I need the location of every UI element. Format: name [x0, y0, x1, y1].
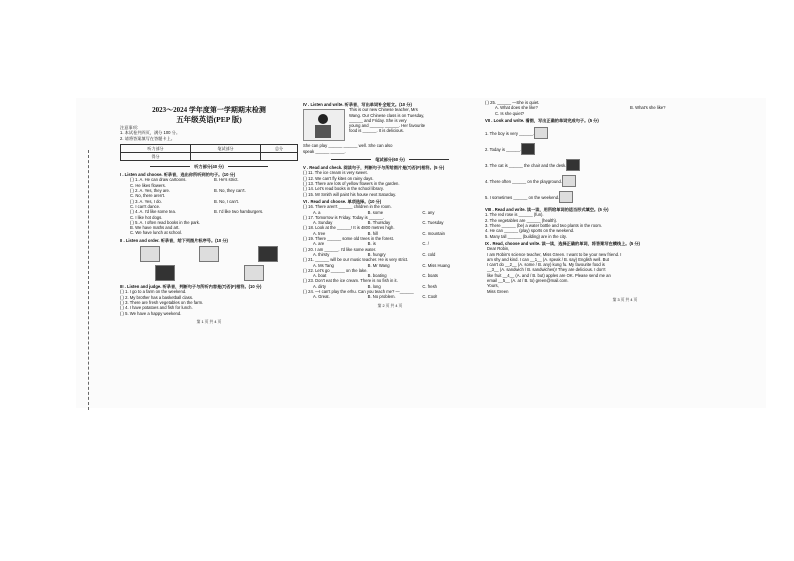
write-row-5 [485, 191, 765, 203]
order-pictures [120, 246, 298, 262]
choice-24: ( ) 24. —I can't play the erhu. Can you teach me? —______ [303, 289, 414, 295]
letter-line: Dear Robin, [487, 246, 510, 252]
option: A. thirsty [313, 251, 330, 257]
letter-line: am shy and kind. I can __1__ (A. speak / B. say) English well. But [487, 256, 609, 262]
choice-21: ( ) 21. ______ will be our music teacher. He is very strict. [303, 257, 409, 263]
choice-24-options [303, 294, 477, 299]
letter-line: like fruit __4__ (A. and / B. but) apples are OK. Please send me an [487, 272, 611, 278]
score-head-cell: 总分 [260, 144, 297, 152]
write-2: 2. Today is ______. [485, 146, 522, 152]
check-14: ( ) 14. Let's read books in the school library. [303, 186, 384, 192]
option: C. Is she quiet? [495, 110, 525, 116]
passage-line: ______ and Friday. She is very [349, 117, 407, 123]
choice-23: ( ) 23. Don't eat the ice cream. There is no fish in it. [303, 278, 398, 284]
page-number: 第 2 页 共 4 页 [377, 303, 403, 308]
option: A. Great. [313, 294, 330, 300]
letter-line: Miss Green [487, 288, 509, 294]
section-6-heading: VI . Read and choose. 单项选择。(10 分) [303, 198, 382, 204]
exam-subtitle: 五年级英语(PEP 版) [176, 115, 242, 124]
option: A. tree [313, 230, 326, 236]
exam-title: 2023～2024 学年度第一学期期末检测 [152, 106, 266, 114]
option: ( ) 4. A. I'd like some tea. [130, 209, 176, 215]
notice-1: 1. 本试卷共四页，满分 100 分。 [120, 130, 181, 136]
passage-line: This is our new Chinese teacher, Mrs [349, 107, 418, 113]
section-5-heading: V . Read and check. 阅读句子，判断句子与所给图片是(T)否(F)相符。(5 分) [303, 165, 445, 171]
write-5: 5. I sometimes ______ on the weekend. [485, 194, 560, 200]
choice-19: ( ) 19. There ______ some old trees in the forest. [303, 236, 394, 242]
section-3-heading: III . Listen and judge. 听录音，判断句子与所听内容是(T)否(F)相符。(10 分) [120, 284, 262, 290]
option: C. cold [422, 251, 436, 257]
binding-line [88, 150, 91, 410]
option: C. Tuesday [422, 220, 444, 226]
option: A. What does she like? [495, 105, 538, 111]
letter-line: I am Robin's science teacher, Miss Green. I want to be your new friend. I [487, 251, 622, 257]
section-9-heading: IX . Read, choose and write. 读一读，选择正确的单词，将答案写在横线上。(5 分) [485, 240, 640, 246]
option: A. Sunday [313, 220, 333, 226]
score-cell[interactable] [190, 152, 260, 160]
option: B. Mr Wang [367, 262, 390, 268]
write-4: 4. There often ______ on the playground. [485, 178, 562, 184]
write-row-1 [485, 127, 765, 139]
page-2-column [303, 100, 477, 309]
option: C. No, there aren't. [130, 193, 166, 199]
fill-5: 5. Many tall ______ (building) are in the city. [485, 233, 567, 239]
option: B. No, they can't. [214, 188, 246, 194]
choice-22: ( ) 22. Let's go ______ on the lake. [303, 267, 368, 273]
section-4-heading: IV . Listen and write. 听录音，写出单词补全短文。(10 分) [303, 102, 412, 107]
option: A. Ms Tang [313, 262, 334, 268]
page-number: 第 3 页 共 4 页 [612, 297, 638, 302]
option: B. No, I can't. [214, 198, 240, 204]
letter-line: email __5__ (A. at / B. to) green@mail.com. [487, 278, 569, 284]
write-1: 1. The boy is very ______. [485, 130, 535, 136]
option: B. is [367, 241, 376, 247]
option: C. any [422, 209, 435, 215]
write-row-4 [485, 175, 765, 187]
letter-line: Yours, [487, 283, 499, 289]
boy-eating-picture [199, 246, 219, 262]
option: C. / [422, 241, 429, 247]
page-1-column [120, 100, 298, 325]
judge-3: ( ) 3. There are fresh vegetables on the farm. [120, 299, 204, 305]
score-table [120, 144, 298, 161]
option: ( ) 3. A. Yes, I do. [130, 198, 162, 204]
option: B. Thursday [367, 220, 391, 226]
question-5-c [120, 230, 298, 235]
notice-label: 注意事项: [120, 125, 138, 130]
option: B. What's she like? [630, 105, 666, 111]
choice-25: ( ) 25. ______ —She is quiet. [485, 100, 540, 105]
choice-25-c [485, 111, 765, 116]
listening-part-heading: 听力部分(40 分) [120, 164, 298, 169]
judge-5: ( ) 5. We have a happy weekend. [120, 310, 182, 316]
option: B. some [367, 209, 384, 215]
passage-line: She can play ______ ______ well. She can also [303, 143, 393, 149]
option: B. hungry [367, 251, 386, 257]
teacher-head [318, 114, 328, 124]
check-11: ( ) 11. The ice cream is very sweet. [303, 170, 368, 176]
option: C. fresh [422, 283, 438, 289]
option: B. long [367, 283, 381, 289]
option: B. hill [367, 230, 378, 236]
judge-2: ( ) 2. My brother has a basketball class. [120, 294, 194, 300]
option: ( ) 5. A. I often read books in the park. [130, 219, 201, 225]
check-15: ( ) 15. Mr Smith will paint his house next Saturday. [303, 191, 397, 197]
section-1-heading: I . Listen and choose. 听录音，选出你所听到的句子。(10 分) [120, 172, 236, 178]
written-part-heading: 笔试部分(60 分) [303, 157, 477, 162]
page-number: 第 1 页 共 4 页 [196, 319, 222, 324]
option: C. I like hot dogs. [130, 214, 163, 220]
teacher-picture [303, 109, 345, 141]
boy-picture [534, 127, 548, 139]
check-12: ( ) 12. We can't fly kites on rainy days. [303, 175, 374, 181]
option: A. dirty [313, 283, 327, 289]
write-row-3 [485, 159, 765, 171]
option: C. mountain [422, 230, 445, 236]
option: C. Cool! [422, 294, 438, 300]
page-3-column [485, 100, 765, 303]
option: C. Miss Huang [422, 262, 450, 268]
passage-line: young and ______ ______. Her favourite [349, 123, 426, 129]
choice-16: ( ) 16. There aren't ______ children in the room. [303, 204, 392, 210]
kids-picture [244, 265, 264, 281]
option: B. boating [367, 273, 387, 279]
score-cell[interactable] [260, 152, 297, 160]
order-pictures-2 [120, 265, 298, 281]
passage-line: speak ______ ______. [303, 148, 346, 154]
weekend-picture [559, 191, 573, 203]
option: C. We have lunch at school. [130, 230, 183, 236]
judge-1: ( ) 1. I go to a farm on the weekend. [120, 289, 187, 295]
write-row-2 [485, 143, 765, 155]
choice-20: ( ) 20. I am ______. I'd like some water. [303, 246, 377, 252]
option: A. boat [313, 273, 327, 279]
option: B. I'd like two hamburgers. [214, 209, 264, 215]
judge-4: ( ) 4. I have potatoes and fish for lunch. [120, 305, 193, 311]
score-row-label: 得分 [121, 152, 191, 160]
cat-chair-picture [566, 159, 580, 171]
fill-3: 3. There ______ (be) a water bottle and two plants in the room. [485, 223, 603, 229]
option: A. a [313, 209, 321, 215]
section-8-heading: VIII . Read and write. 读一读，用所给单词的适当形式填空。(5 分) [485, 207, 609, 213]
blackboard-picture [258, 246, 278, 262]
section-2-heading: II . Listen and order. 听录音，给下列图片标序号。(10 分) [120, 237, 228, 243]
option: C. He likes flowers. [130, 182, 166, 188]
option: B. We have maths and art. [130, 225, 180, 231]
fill-4: 4. He can ______ (play) sports on the weekend. [485, 228, 575, 234]
calendar-picture [521, 143, 535, 155]
option: B. No problem. [367, 294, 396, 300]
option: C. boats [422, 273, 438, 279]
choice-17: ( ) 17. Tomorrow is Friday. Today is ______. [303, 214, 384, 220]
option: ( ) 1. A. He can draw cartoons. [130, 177, 187, 183]
section-7-heading: VII . Look and write. 看图，写出正确的单词完成句子。(5 分) [485, 117, 599, 123]
kung-fu-picture [140, 246, 160, 262]
option: B. He's strict. [214, 177, 239, 183]
write-3: 3. The cat is ______ the chair and the desk. [485, 162, 567, 168]
letter-line: I can't do __2__ (A. some / B. any) kung fu. My favourite food is [487, 262, 605, 268]
teacher-body [315, 125, 331, 138]
letter-line: __3__ (A. sandwich / B. sandwiches)! They are delicious. I don't [487, 267, 606, 273]
option: ( ) 2. A. Yes, they are. [130, 188, 171, 194]
score-head-cell: 听力部分 [121, 144, 191, 152]
passage-line: Wang. Our Chinese class is on Tuesday, [349, 112, 425, 118]
option: C. I can't dance. [130, 203, 161, 209]
choice-18: ( ) 18. Look at the ______! It is 4800 metres high. [303, 225, 395, 231]
fill-1: 1. The red rose is ______ (fun). [485, 212, 544, 218]
score-head-cell: 笔试部分 [190, 144, 260, 152]
playground-picture [562, 175, 576, 187]
notice-2: 2. 请将答案填写在答题卡上。 [120, 135, 175, 141]
check-13: ( ) 13. There are lots of yellow flowers in the garden. [303, 181, 400, 187]
option: A. are [313, 241, 325, 247]
passage-line: food is ______. It is delicious. [349, 128, 404, 134]
choice-19-options [303, 241, 477, 246]
fill-2: 2. The vegetables are ______ (health). [485, 217, 558, 223]
park-picture [155, 265, 175, 281]
